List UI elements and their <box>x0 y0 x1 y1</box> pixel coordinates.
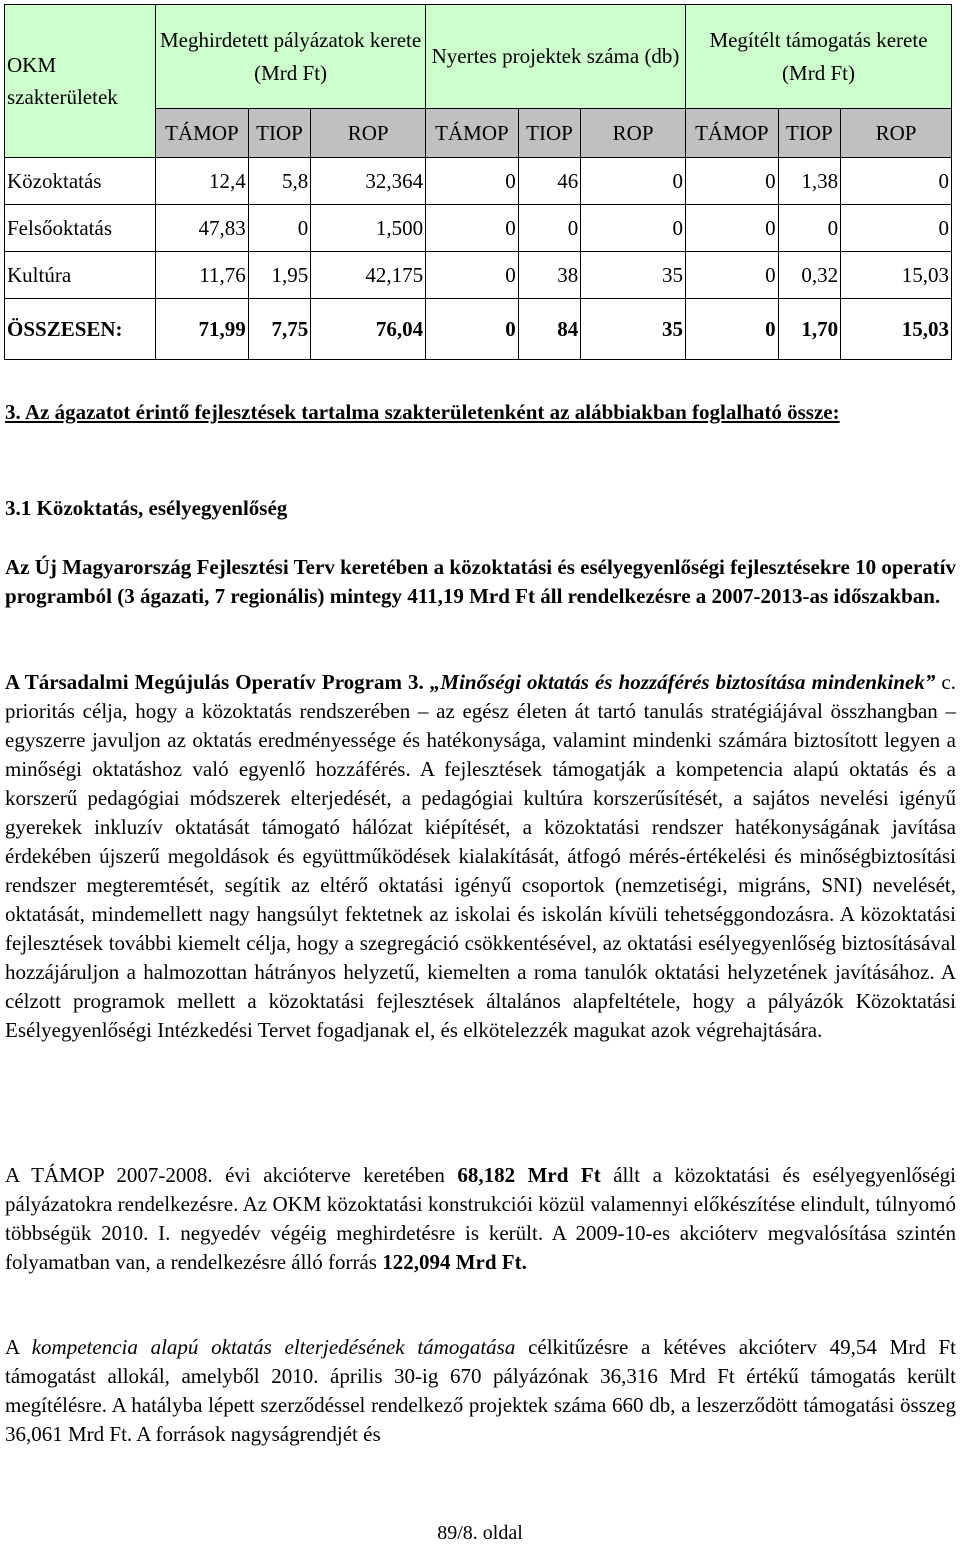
intro-paragraph: Az Új Magyarország Fejlesztési Terv keretében a közoktatási és esélyegyenlőségi fejlesztésekre 10 operatív programból (3 ágazati, 7 regionális) mintegy 411,19 Mrd Ft áll rendelkezésre a 2007-2013-as időszakban. <box>5 555 956 608</box>
competence-title: kompetencia alapú oktatás elterjedésének támogatása <box>31 1335 516 1359</box>
table-cell: 0 <box>581 158 686 205</box>
funding-table <box>4 4 952 360</box>
subheader-cell: ROP <box>311 109 426 158</box>
table-cell: 32,364 <box>311 158 426 205</box>
table-cell: 0 <box>426 252 519 299</box>
table-cell: 1,500 <box>311 205 426 252</box>
row-label: ÖSSZESEN: <box>5 299 156 360</box>
row-label: Felsőoktatás <box>5 205 156 252</box>
table-cell: 15,03 <box>841 299 952 360</box>
table-cell: 0 <box>685 252 778 299</box>
table-cell: 76,04 <box>311 299 426 360</box>
table-cell: 0 <box>685 299 778 360</box>
table-cell: 35 <box>581 299 686 360</box>
available-amount: 122,094 Mrd Ft. <box>382 1250 527 1274</box>
table-row <box>5 252 952 299</box>
competence-paragraph <box>5 1333 956 1449</box>
subheader-cell: ROP <box>581 109 686 158</box>
table-cell: 0 <box>426 205 519 252</box>
table-cell: 0 <box>426 299 519 360</box>
priority-text: c. prioritás célja, hogy a közoktatás rendszerében – az egész életen át tartó tanulás stratégiájával összhangban – egyszerre javuljon az oktatás eredményessége és hatékonysága, valamint mindenki számára biztosított legyen a minőségi oktatáshoz való egyenlő hozzáférés. A fejlesztések támogatják a kompetencia alapú oktatás és a korszerű pedagógiai módszerek elterjedését, a pedagógiai kultúra korszerűsítését, a sajátos nevelési igényű gyerekek inkluzív oktatását támogató hálózat kiépítését, a közoktatási rendszer hatékonyságának javítása érdekében újszerű megoldások és együttműködések kialakítását, átfogó mérés-értékelési és minőségbiztosítási rendszer megteremtését, segítik az eltérő oktatási igényű csoportok (nemzetiségi, migráns, SNI) nevelését, oktatását, mindemellett nagy hangsúlyt fektetnek az iskolai és iskolán kívüli tehetséggondozásra. A közoktatási fejlesztések további kiemelt célja, hogy a szegregáció csökkentésével, az oktatási esélyegyenlőség biztosításával hozzájáruljon a halmozottan hátrányos helyzetű, kiemelten a roma tanulók oktatási helyzetének javításához. A célzott programok mellett a közoktatási fejlesztések általános alapfeltétele, hogy a pályázók Közoktatási Esélyegyenlőségi Intézkedési Tervet fogadjanak el, és elkötelezzék magukat azok végrehajtására. <box>5 670 957 1042</box>
column-header-area: OKM szakterületek <box>5 5 156 158</box>
table-row <box>5 205 952 252</box>
row-label: Közoktatás <box>5 158 156 205</box>
table-cell: 0 <box>685 158 778 205</box>
table-cell: 47,83 <box>156 205 249 252</box>
priority-paragraph <box>5 668 956 1045</box>
table-cell: 84 <box>518 299 580 360</box>
table-cell: 11,76 <box>156 252 249 299</box>
column-header-announced: Meghirdetett pályázatok kerete (Mrd Ft) <box>156 5 426 109</box>
table-cell: 1,38 <box>778 158 840 205</box>
subsection-heading: 3.1 Közoktatás, esélyegyenlőség <box>5 496 288 520</box>
table-cell: 1,70 <box>778 299 840 360</box>
section-heading: 3. Az ágazatot érintő fejlesztések tartalma szakterületenként az alábbiakban foglalható össze: <box>5 400 840 424</box>
competence-text-2: célkitűzésre a kétéves akcióterv 49,54 Mrd Ft támogatást allokál, amelyből 2010. április 30-ig 670 pályázónak 36,316 Mrd Ft értékű támogatás került megítélésre. A hatályba lépett szerződéssel rendelkező projektek száma 660 db, a leszerződött támogatási összeg 36,061 Mrd Ft. A források nagyságrendjét és <box>5 1335 957 1446</box>
subheader-cell: TÁMOP <box>685 109 778 158</box>
table-cell: 42,175 <box>311 252 426 299</box>
table-cell: 0 <box>426 158 519 205</box>
table-cell: 1,95 <box>248 252 310 299</box>
action-plan-text: A TÁMOP 2007-2008. évi akcióterve keretében <box>5 1163 458 1187</box>
row-label: Kultúra <box>5 252 156 299</box>
table-cell: 0 <box>685 205 778 252</box>
total-row <box>5 299 952 360</box>
action-plan-amount: 68,182 Mrd Ft <box>457 1163 601 1187</box>
subheader-cell: TÁMOP <box>156 109 249 158</box>
table-cell: 12,4 <box>156 158 249 205</box>
table-cell: 0 <box>778 205 840 252</box>
table-cell: 71,99 <box>156 299 249 360</box>
table-cell: 0 <box>518 205 580 252</box>
subheader-cell: TIOP <box>248 109 310 158</box>
table-cell: 5,8 <box>248 158 310 205</box>
column-header-winners: Nyertes projektek száma (db) <box>426 5 686 109</box>
table-cell: 38 <box>518 252 580 299</box>
subheader-cell: ROP <box>841 109 952 158</box>
table-cell: 0 <box>581 205 686 252</box>
table-cell: 15,03 <box>841 252 952 299</box>
program-name: A Társadalmi Megújulás Operatív Program 3. <box>5 670 424 694</box>
table-cell: 7,75 <box>248 299 310 360</box>
action-plan-paragraph <box>5 1161 956 1277</box>
table-cell: 0 <box>248 205 310 252</box>
subheader-cell: TIOP <box>778 109 840 158</box>
table-cell: 0 <box>841 158 952 205</box>
table-cell: 35 <box>581 252 686 299</box>
priority-title: „Minőségi oktatás és hozzáférés biztosítása mindenkinek” <box>429 670 936 694</box>
competence-text: A <box>5 1335 32 1359</box>
page-number: 89/8. oldal <box>437 1522 523 1544</box>
action-plan-text-2: állt a közoktatási és esélyegyenlőségi pályázatokra rendelkezésre. Az OKM közoktatási konstrukciói közül valamennyi előkészítése elindult, túlnyomó többségük 2010. I. negyedév végéig meghirdetésre is került. A 2009-10-es akcióterv megvalósítása szintén folyamatban van, a rendelkezésre álló forrás <box>5 1163 956 1274</box>
table-cell: 0,32 <box>778 252 840 299</box>
subheader-cell: TIOP <box>518 109 580 158</box>
table-row <box>5 158 952 205</box>
subheader-cell: TÁMOP <box>426 109 519 158</box>
column-header-awarded: Megítélt támogatás kerete (Mrd Ft) <box>685 5 951 109</box>
table-cell: 0 <box>841 205 952 252</box>
table-cell: 46 <box>518 158 580 205</box>
